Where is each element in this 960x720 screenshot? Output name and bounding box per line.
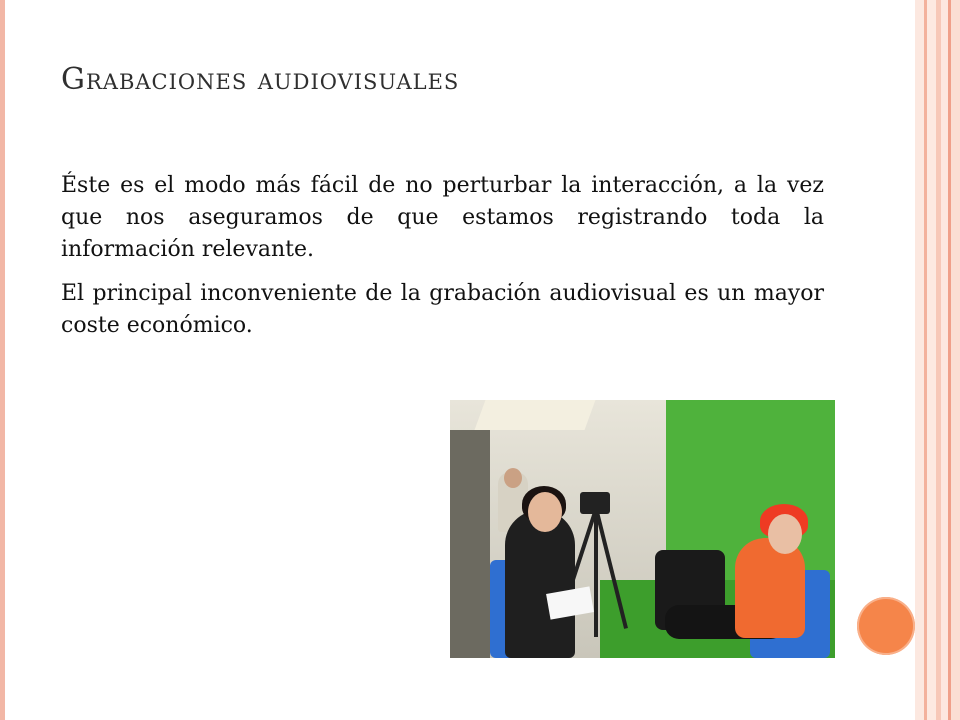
left-accent-border <box>0 0 5 720</box>
interviewer-head <box>528 492 562 532</box>
interview-photo <box>450 400 835 658</box>
orange-circle-decoration <box>857 597 915 655</box>
tripod-leg <box>594 512 598 637</box>
studio-light <box>475 400 596 430</box>
slide-body <box>61 170 824 354</box>
interviewee <box>735 538 805 638</box>
interviewer <box>505 510 575 658</box>
dark-panel <box>450 430 490 658</box>
video-camera <box>580 492 610 514</box>
interviewee-head <box>768 514 802 554</box>
background-person-head <box>504 468 522 488</box>
right-decorative-stripes <box>915 0 960 720</box>
paragraph-2: El principal inconveniente de la grabación audiovisual es un mayor coste económico. <box>61 281 824 338</box>
paragraph-1: Éste es el modo más fácil de no perturbar la interacción, a la vez que nos aseguramos de que estamos registrando toda la información relevante. <box>61 173 824 262</box>
slide-title: Grabaciones audiovisuales <box>61 62 460 97</box>
